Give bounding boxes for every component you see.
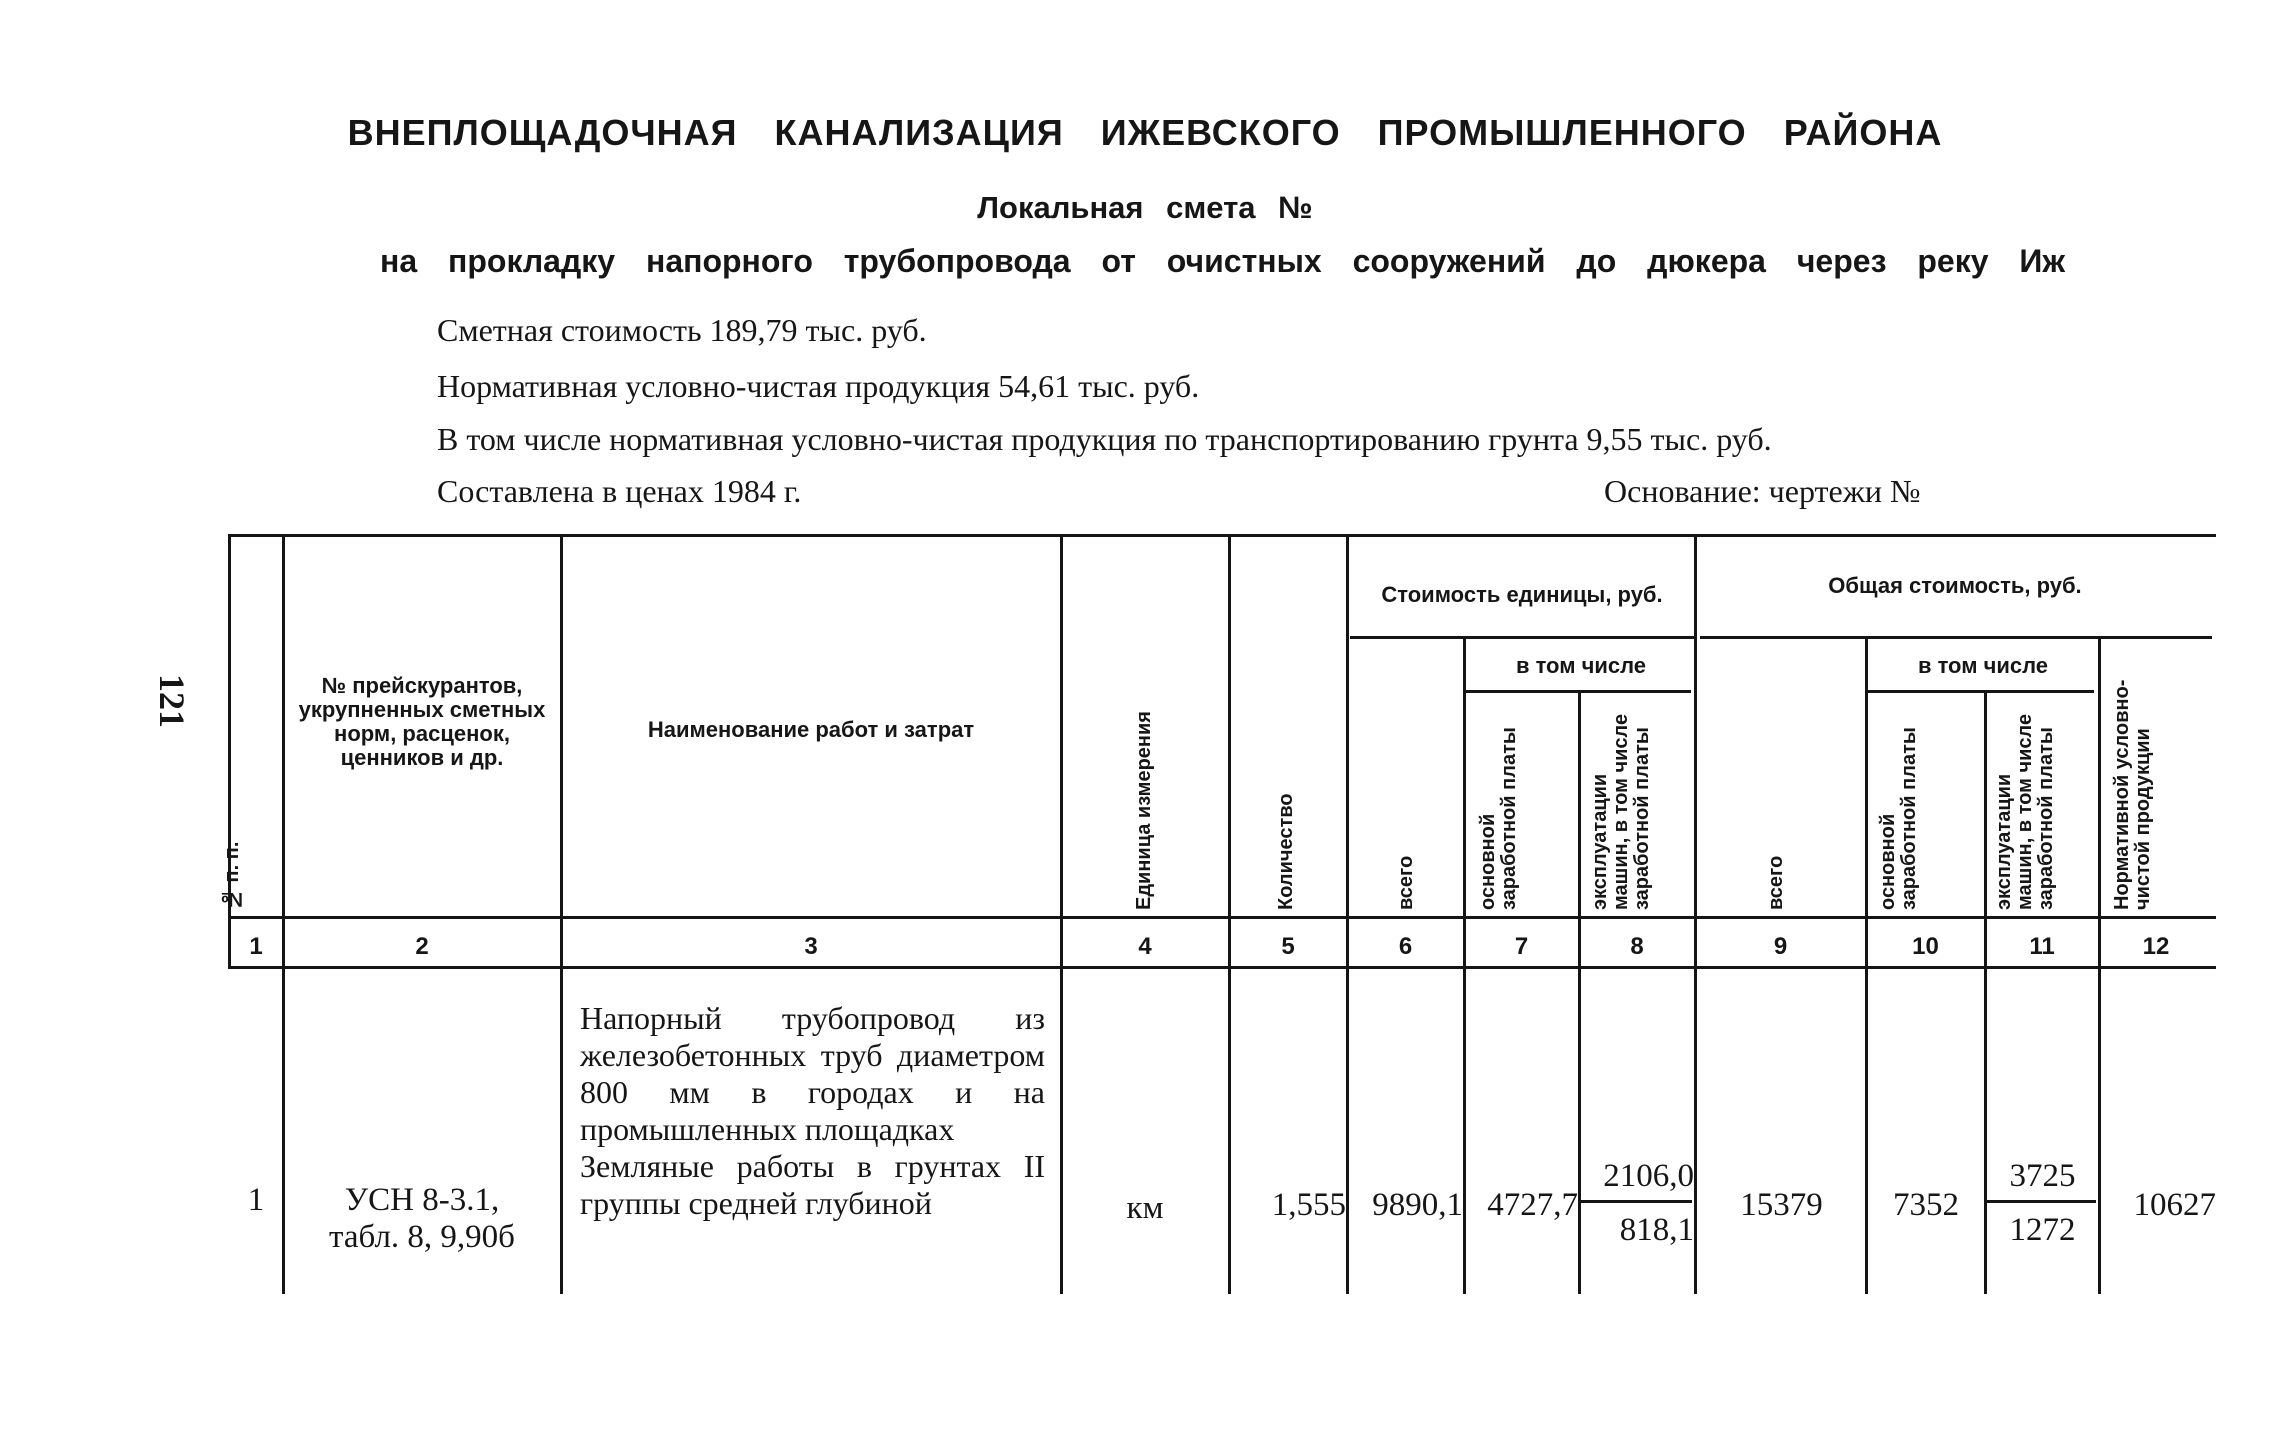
col-rule-10: [1984, 690, 1987, 1294]
row-total-machines: 3725: [2009, 1158, 2076, 1194]
price-base: Составлена в ценах 1984 г.: [437, 473, 802, 509]
row-unit-machines-wages: 818,1: [1619, 1212, 1694, 1248]
column-number: 4: [1138, 933, 1152, 960]
total-cost-rule: [1700, 636, 2212, 639]
normative-production: Нормативная условно-чистая продукция 54,61 тыс. руб.: [437, 368, 1200, 404]
column-number: 12: [2142, 933, 2170, 960]
column-number: 2: [415, 933, 429, 960]
row-normative: 10627: [2133, 1187, 2216, 1223]
column-number: 5: [1281, 933, 1295, 960]
column-number: 11: [2029, 933, 2055, 960]
header-total-cost: Общая стоимость, руб.: [1828, 573, 2082, 598]
col-rule-3: [1060, 534, 1063, 1294]
row-quantity: 1,555: [1271, 1187, 1346, 1223]
col-rule-7: [1578, 690, 1581, 1294]
estimate-title: Локальная смета №: [977, 190, 1313, 225]
col-rule-5: [1346, 534, 1349, 1294]
header-item-number: № п. п.: [221, 841, 243, 910]
row-total-machines-wages: 1272: [2009, 1212, 2076, 1248]
header-unit: Единица измерения: [1133, 711, 1155, 910]
header-total-machines: эксплуатации машин, в том числе заработной платы: [1993, 713, 2057, 910]
col-rule-8: [1694, 534, 1697, 1294]
header-unit-cost: Стоимость единицы, руб.: [1381, 582, 1663, 607]
header-total-including: в том числе: [1917, 653, 2049, 678]
header-total-all: всего: [1765, 855, 1787, 910]
header-total-wages: основной заработной платы: [1877, 727, 1920, 910]
colnum-bottom-rule: [228, 966, 2216, 969]
total-incl-rule: [1868, 690, 2094, 693]
basis: Основание: чертежи №: [1604, 473, 1921, 509]
column-number: 10: [1912, 933, 1939, 960]
row-total-wages: 7352: [1893, 1187, 1959, 1223]
header-unit-wages: основной заработной платы: [1477, 727, 1520, 910]
header-unit-all: всего: [1395, 855, 1417, 910]
column-number: 6: [1398, 933, 1413, 960]
column-number: 3: [804, 933, 818, 960]
unit-machines-split: [1580, 1200, 1692, 1203]
header-normative: Нормативной условно-чистой продукции: [2111, 679, 2154, 910]
column-number: 9: [1773, 933, 1788, 960]
row-unit: км: [1126, 1190, 1164, 1226]
header-quantity: Количество: [1275, 793, 1297, 910]
transport-production: В том числе нормативная условно-чистая продукция по транспортированию грунта 9,55 тыс. руб.: [437, 421, 1772, 457]
col-rule-2: [560, 534, 563, 1294]
row-total-all: 15379: [1740, 1187, 1823, 1223]
row-reference-line1: УСН 8-3.1,: [344, 1182, 500, 1218]
row-unit-machines: 2106,0: [1603, 1158, 1694, 1194]
row-reference-line2: табл. 8, 9,90б: [329, 1219, 515, 1255]
table-top-rule: [228, 534, 2216, 537]
header-work-name: Наименование работ и затрат: [647, 717, 975, 742]
estimated-cost: Сметная стоимость 189,79 тыс. руб.: [437, 312, 927, 348]
col-rule-1: [282, 534, 285, 1294]
header-unit-machines: эксплуатации машин, в том числе заработной платы: [1589, 713, 1653, 910]
page-number: 121: [152, 674, 192, 728]
column-number: 1: [249, 933, 263, 960]
row-unit-wages: 4727,7: [1487, 1187, 1578, 1223]
row-unit-all: 9890,1: [1372, 1187, 1463, 1223]
estimate-subject: на прокладку напорного трубопровода от очистных сооружений до дюкера через реку Иж: [380, 243, 2066, 279]
row-description: [580, 1000, 1045, 1222]
unit-cost-rule: [1350, 636, 1696, 639]
header-price-lists: № прейскурантов, укрупненных сметных норм, расценок, ценников и др.: [298, 673, 546, 770]
row-description-earthworks: Земляные работы в грунтах II группы средней глубиной: [580, 1148, 1045, 1221]
header-bottom-rule: [228, 916, 2216, 919]
header-unit-including: в том числе: [1515, 653, 1647, 678]
document-title: ВНЕПЛОЩАДОЧНАЯ КАНАЛИЗАЦИЯ ИЖЕВСКОГО ПРОМЫШЛЕННОГО РАЙОНА: [347, 112, 1943, 153]
col-rule-11: [2098, 636, 2101, 1294]
row-description-main: Напорный трубопровод из железобетонных труб диаметром 800 мм в городах и на промышленных площадках: [580, 1000, 1045, 1147]
column-number: 8: [1630, 933, 1644, 960]
row-number: 1: [247, 1182, 265, 1218]
total-machines-split: [1986, 1200, 2096, 1203]
column-number: 7: [1514, 933, 1529, 960]
col-rule-4: [1228, 534, 1231, 1294]
